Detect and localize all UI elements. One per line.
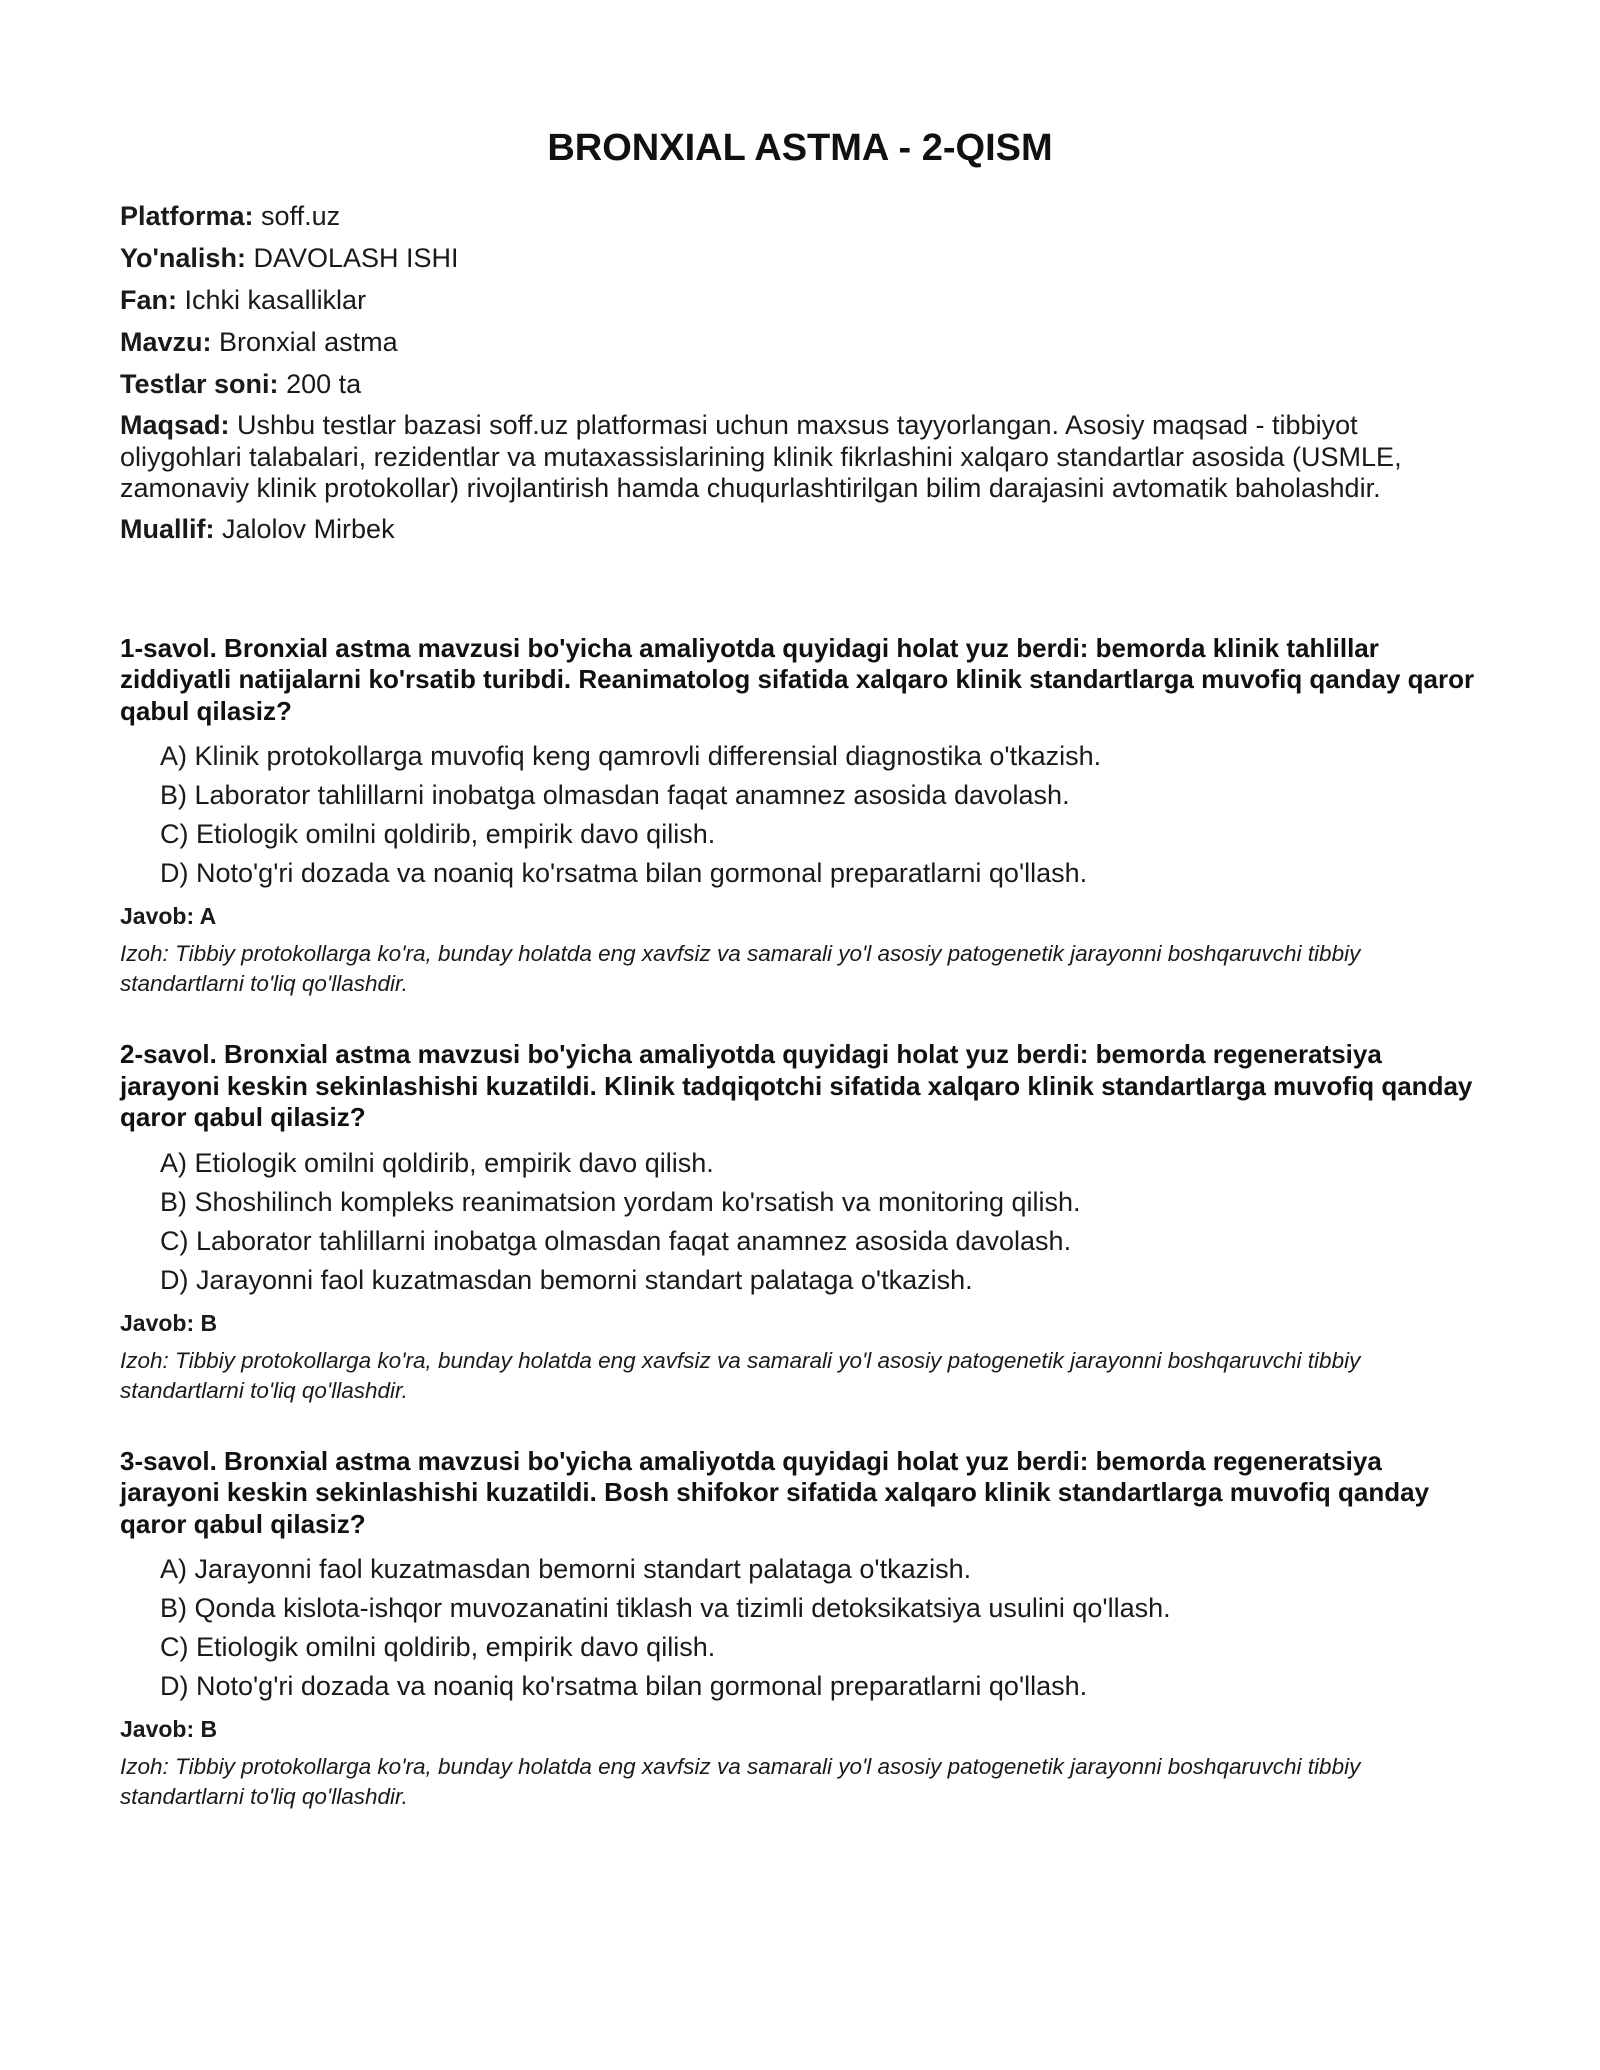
option-a: A) Jarayonni faol kuzatmasdan bemorni standart palataga o'tkazish.: [160, 1554, 972, 1584]
answer-explanation: Izoh: Tibbiy protokollarga ko'ra, bunday holatda eng xavfsiz va samarali yo'l asosiy patogenetik jarayonni boshqaruvchi tibbiy standartlarni to'liq qo'llashdir.: [120, 1347, 1361, 1403]
option-a: A) Klinik protokollarga muvofiq keng qamrovli differensial diagnostika o'tkazish.: [160, 741, 1102, 771]
question-item: [120, 633, 1480, 1000]
option-a: A) Etiologik omilni qoldirib, empirik davo qilish.: [160, 1147, 714, 1178]
meta-subject-value: Ichki kasalliklar: [184, 285, 367, 315]
meta-direction-value: DAVOLASH ISHI: [253, 243, 459, 273]
meta-platform-key: Platforma:: [120, 201, 254, 231]
meta-topic: [120, 326, 1480, 358]
meta-author-key: Muallif:: [120, 513, 215, 544]
document-metadata: [120, 200, 1480, 545]
answer-explanation: Izoh: Tibbiy protokollarga ko'ra, bunday holatda eng xavfsiz va samarali yo'l asosiy patogenetik jarayonni boshqaruvchi tibbiy standartlarni to'liq qo'llashdir.: [120, 941, 1361, 996]
meta-direction-key: Yo'nalish:: [120, 243, 246, 273]
answer-options: [120, 1144, 1480, 1300]
answer-explanation: Izoh: Tibbiy protokollarga ko'ra, bunday holatda eng xavfsiz va samarali yo'l asosiy patogenetik jarayonni boshqaruvchi tibbiy standartlarni to'liq qo'llashdir.: [120, 1754, 1361, 1809]
meta-subject-key: Fan:: [120, 285, 177, 315]
meta-purpose-key: Maqsad:: [120, 410, 230, 440]
meta-subject: [120, 284, 1480, 316]
option-b: B) Shoshilinch kompleks reanimatsion yordam ko'rsatish va monitoring qilish.: [160, 1186, 1081, 1217]
correct-answer: Javob: B: [120, 1716, 218, 1742]
option-c: C) Etiologik omilni qoldirib, empirik davo qilish.: [160, 819, 716, 849]
option-d: D) Noto'g'ri dozada va noaniq ko'rsatma bilan gormonal preparatlarni qo'llash.: [160, 858, 1088, 888]
answer-options: [120, 1550, 1480, 1706]
option-d: D) Jarayonni faol kuzatmasdan bemorni standart palataga o'tkazish.: [160, 1264, 973, 1295]
meta-author-value: Jalolov Mirbek: [222, 513, 395, 544]
correct-answer: Javob: A: [120, 903, 217, 929]
meta-test-count-key: Testlar soni:: [120, 369, 279, 399]
option-c: C) Etiologik omilni qoldirib, empirik davo qilish.: [160, 1632, 716, 1662]
question-text: 1-savol. Bronxial astma mavzusi bo'yicha amaliyotda quyidagi holat yuz berdi: bemorda klinik tahlillar ziddiyatli natijalarni ko'rsatib turibdi. Reanimatolog sifatida xalqaro klinik standartlarga muvofiq qanday qaror qabul qilasiz?: [120, 632, 1475, 726]
meta-platform: [120, 200, 1480, 232]
questions-list: [120, 633, 1480, 1813]
meta-author: [120, 513, 1480, 545]
question-item: [120, 1446, 1480, 1813]
meta-platform-value: soff.uz: [261, 201, 341, 231]
option-b: B) Laborator tahlillarni inobatga olmasdan faqat anamnez asosida davolash.: [160, 780, 1070, 810]
option-c: C) Laborator tahlillarni inobatga olmasdan faqat anamnez asosida davolash.: [160, 1225, 1072, 1256]
question-item: [120, 1039, 1480, 1406]
correct-answer: Javob: B: [120, 1309, 218, 1336]
meta-topic-value: Bronxial astma: [219, 327, 398, 357]
meta-topic-key: Mavzu:: [120, 327, 212, 357]
question-text: 3-savol. Bronxial astma mavzusi bo'yicha amaliyotda quyidagi holat yuz berdi: bemorda regeneratsiya jarayoni keskin sekinlashishi kuzatildi. Bosh shifokor sifatida xalqaro klinik standartlarga muvofiq qanday qaror qabul qilasiz?: [120, 1445, 1430, 1539]
option-b: B) Qonda kislota-ishqor muvozanatini tiklash va tizimli detoksikatsiya usulini qo'llash.: [160, 1593, 1171, 1623]
question-text: 2-savol. Bronxial astma mavzusi bo'yicha amaliyotda quyidagi holat yuz berdi: bemorda regeneratsiya jarayoni keskin sekinlashishi kuzatildi. Klinik tadqiqotchi sifatida xalqaro klinik standartlarga muvofiq qanday qaror qabul qilasiz?: [120, 1039, 1473, 1132]
answer-options: [120, 737, 1480, 893]
meta-direction: [120, 242, 1480, 274]
meta-test-count: [120, 368, 1480, 400]
meta-purpose: [120, 410, 1480, 505]
meta-purpose-value: Ushbu testlar bazasi soff.uz platformasi uchun maxsus tayyorlangan. Asosiy maqsad - tibbiyot oliygohlari talabalari, rezidentlar va mutaxassislarining klinik fikrlashini xalqaro standartlar asosida (USMLE, zamonaviy klinik protokollar) rivojlantirish hamda chuqurlashtirilgan bilim darajasini avtomatik baholashdir.: [120, 410, 1402, 503]
document-title: BRONXIAL ASTMA - 2-QISM: [547, 127, 1053, 169]
option-d: D) Noto'g'ri dozada va noaniq ko'rsatma bilan gormonal preparatlarni qo'llash.: [160, 1671, 1088, 1701]
meta-test-count-value: 200 ta: [286, 369, 362, 399]
